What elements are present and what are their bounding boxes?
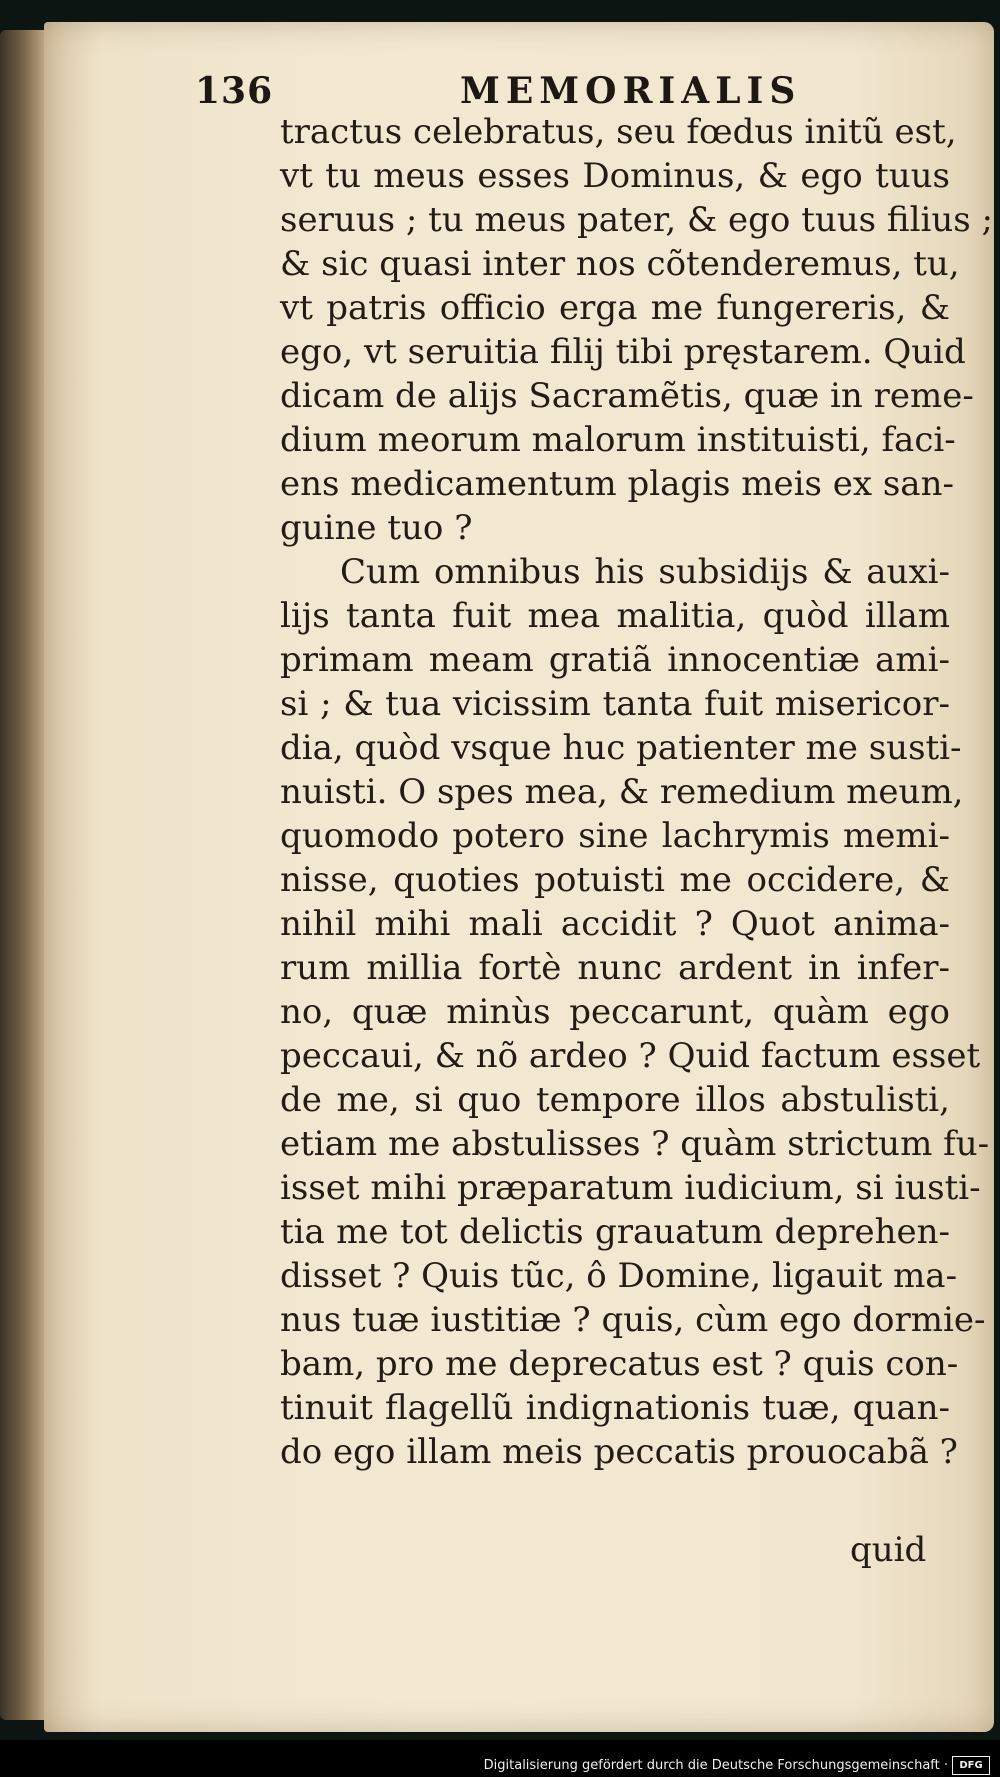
text-line: seruus ; tu meus pater, & ego tuus filius ; — [280, 200, 993, 240]
running-head: MEMORIALIS — [460, 70, 802, 112]
text-line: tinuit flagellũ indignationis tuæ, quan- — [280, 1388, 950, 1428]
text-line: lijs tanta fuit mea malitia, quòd illam — [280, 596, 950, 636]
text-line: si ; & tua vicissim tanta fuit misericor- — [280, 684, 950, 724]
text-line: nisse, quoties potuisti me occidere, & — [280, 860, 950, 900]
text-line: de me, si quo tempore illos abstulisti, — [280, 1080, 950, 1120]
page-header — [195, 50, 915, 110]
text-line: primam meam gratiã innocentiæ ami- — [280, 640, 950, 680]
text-line: dia, quòd vsque huc patienter me susti- — [280, 728, 962, 768]
text-line: nihil mihi mali accidit ? Quot anima- — [280, 904, 950, 944]
text-line: nus tuæ iustitiæ ? quis, cùm ego dormie- — [280, 1300, 986, 1340]
text-line: nuisti. O spes mea, & remedium meum, — [280, 772, 964, 812]
dfg-logo-icon: DFG — [952, 1756, 990, 1775]
text-line: tia me tot delictis grauatum deprehen- — [280, 1212, 950, 1252]
digitization-credit: Digitalisierung gefördert durch die Deutsche Forschungsgemeinschaft · — [483, 1758, 948, 1773]
text-line: vt patris officio erga me fungereris, & — [280, 288, 950, 328]
text-line: peccaui, & nõ ardeo ? Quid factum esset — [280, 1036, 981, 1076]
page-number: 136 — [195, 70, 274, 112]
text-line: do ego illam meis peccatis prouocabã ? — [280, 1432, 958, 1472]
text-line: tractus celebratus, seu fœdus initũ est, — [280, 112, 957, 152]
catchword: quid — [850, 1530, 927, 1570]
text-line: no, quæ minùs peccarunt, quàm ego — [280, 992, 950, 1032]
text-line: etiam me abstulisses ? quàm strictum fu- — [280, 1124, 990, 1164]
text-line: ens medicamentum plagis meis ex san- — [280, 464, 954, 504]
text-line: vt tu meus esses Dominus, & ego tuus — [280, 156, 950, 196]
text-line: & sic quasi inter nos cõtenderemus, tu, — [280, 244, 960, 284]
body-text — [280, 110, 993, 1474]
text-line: rum millia fortè nunc ardent in infer- — [280, 948, 950, 988]
text-line: ego, vt seruitia filij tibi pręstarem. Quid — [280, 332, 966, 372]
text-line: dicam de alijs Sacramẽtis, quæ in reme- — [280, 376, 974, 416]
paragraph-end-line: guine tuo ? — [280, 508, 473, 548]
paragraph-start-line: Cum omnibus his subsidijs & auxi- — [340, 552, 950, 592]
text-line: disset ? Quis tũc, ô Domine, ligauit ma- — [280, 1256, 958, 1296]
book-spine — [0, 30, 48, 1720]
text-line: quomodo potero sine lachrymis memi- — [280, 816, 950, 856]
text-line: dium meorum malorum instituisti, faci- — [280, 420, 956, 460]
text-line: bam, pro me deprecatus est ? quis con- — [280, 1344, 959, 1384]
text-line: isset mihi præparatum iudicium, si iusti- — [280, 1168, 981, 1208]
